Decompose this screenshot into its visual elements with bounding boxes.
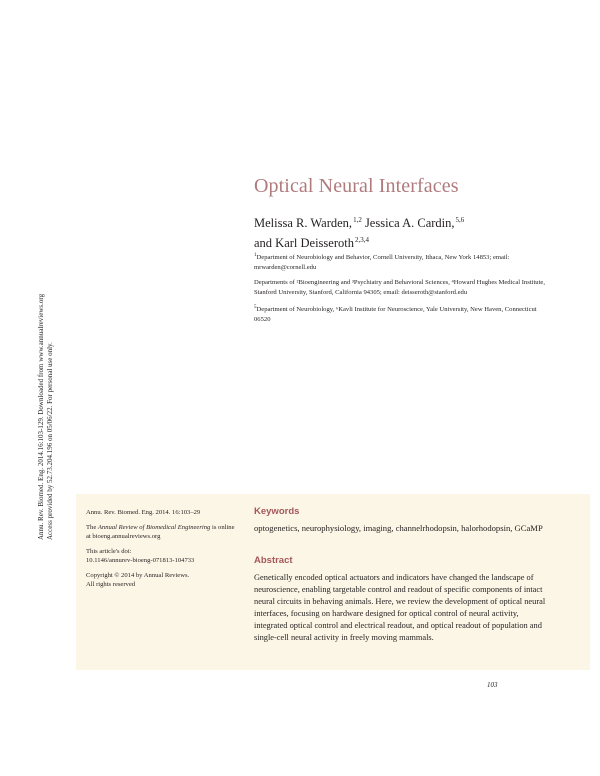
- author-name: and Karl Deisseroth: [254, 236, 354, 250]
- author-affiliation-marker: 1,2: [353, 216, 362, 224]
- author-affiliation-marker: 5,6: [455, 216, 465, 224]
- abstract-heading: Abstract: [254, 555, 293, 566]
- page-number: 103: [487, 681, 498, 689]
- keywords-heading: Keywords: [254, 506, 300, 517]
- author-name: Melissa R. Warden,: [254, 216, 353, 230]
- doi-link[interactable]: 10.1146/annurev-bioeng-071813-104733: [86, 557, 195, 564]
- affiliation-item: $^5$Department of Neurobiology, ⁶Kavli Institute for Neuroscience, Yale University, New Haven, Connecticut 06520: [254, 305, 537, 323]
- abstract-panel: [76, 494, 590, 670]
- doi-label: This article's doi:: [86, 548, 132, 555]
- download-notice-line: Annu. Rev. Biomed. Eng. 2014.16:103-129. Downloaded from www.annualreviews.org: [37, 293, 45, 540]
- online-note: The Annual Review of Biomedical Engineering is online at bioeng.annualreviews.org: [86, 524, 235, 540]
- keywords-text: optogenetics, neurophysiology, imaging, channelrhodopsin, halorhodopsin, GCaMP: [254, 523, 543, 533]
- author-list: [254, 212, 554, 252]
- abstract-text: Genetically encoded optical actuators and indicators have changed the landscape of neuroscience, enabling targetable control and readout of specific components of intact neural circuits in behaving animals. Here, we review the development of optical neural interfaces, focusing on hardware designed for optical control of neural activity, integrated optical control and electrical readout, and optical readout of population and single-cell neural activity in freely moving mammals.: [254, 573, 546, 642]
- author-affiliation-marker: 2,3,4: [354, 236, 369, 244]
- author-name: Jessica A. Cardin,: [361, 216, 455, 230]
- access-notice-line: Access provided by 52.73.204.196 on 05/06/22. For personal use only.: [46, 342, 54, 540]
- download-notice: [37, 240, 55, 540]
- publication-meta: [86, 508, 236, 595]
- affiliation-item: $^1$Department of Neurobiology and Behavior, Cornell University, Ithaca, New York 14853; email: mrwarden@cornell.edu: [254, 253, 510, 271]
- citation: Annu. Rev. Biomed. Eng. 2014. 16:103–29: [86, 509, 201, 516]
- affiliation-list: [254, 251, 554, 330]
- article-title: Optical Neural Interfaces: [254, 175, 459, 197]
- copyright: Copyright © 2014 by Annual Reviews. All rights reserved: [86, 572, 190, 588]
- doi-block: [86, 547, 236, 565]
- journal-name: Annual Review of Biomedical Engineering: [97, 524, 211, 531]
- affiliation-item: Departments of ²Bioengineering and ³Psychiatry and Behavioral Sciences, ⁴Howard Hughes Medical Institute, Stanford University, Stanford, California 94305; email: deisseroth@stanford.edu: [254, 279, 545, 296]
